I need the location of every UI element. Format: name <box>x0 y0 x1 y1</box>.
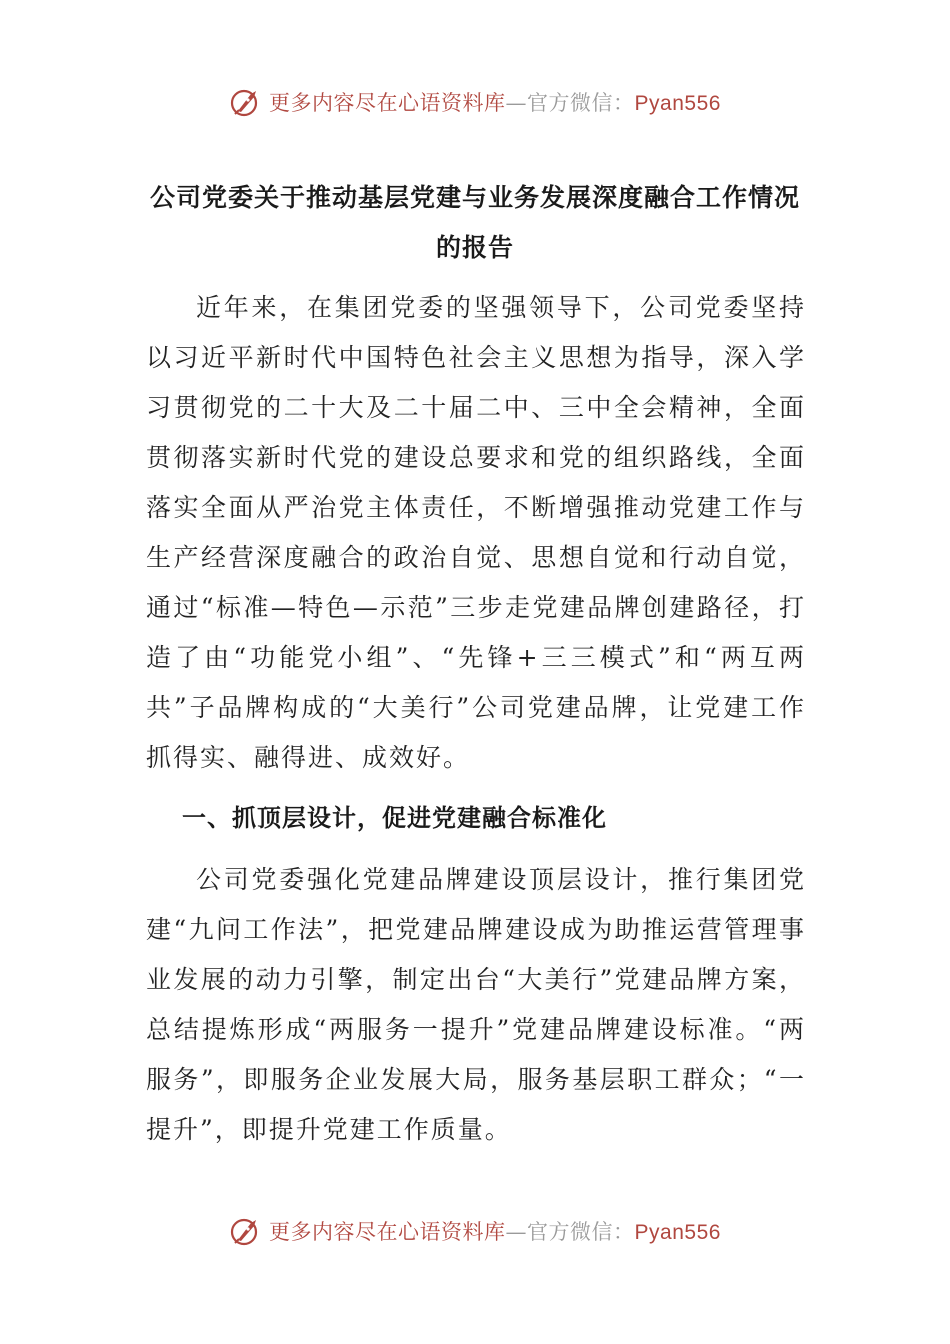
watermark-wechat-id: Pyan556 <box>634 1221 721 1244</box>
watermark-text <box>269 87 721 117</box>
pen-nib-icon <box>229 85 263 119</box>
watermark-wechat-id: Pyan556 <box>634 92 721 115</box>
watermark-official-label: 官方微信： <box>527 91 635 115</box>
watermark-brand: 更多内容尽在心语资料库 <box>269 1220 506 1244</box>
pen-nib-icon <box>229 1214 263 1248</box>
watermark-banner-top <box>0 80 950 124</box>
watermark-separator: — <box>505 1220 528 1244</box>
document-title-line2: 的报告 <box>435 233 514 262</box>
watermark-banner-bottom <box>0 1209 950 1253</box>
intro-paragraph: 近年来，在集团党委的坚强领导下，公司党委坚持以习近平新时代中国特色社会主义思想为指导，深入学习贯彻党的二十大及二十届二中、三中全会精神，全面贯彻落实新时代党的建设总要求和党的组织路线，全面落实全面从严治党主体责任，不断增强推动党建工作与生产经营深度融合的政治自觉、思想自觉和行动自觉，通过“标准—特色—示范”三步走党建品牌创建路径，打造了由“功能党小组”、“先锋+三三模式”和“两互两共”子品牌构成的“大美行”公司党建品牌，让党建工作抓得实、融得进、成效好。 <box>146 293 806 772</box>
watermark-text <box>269 1216 721 1246</box>
watermark-official-label: 官方微信： <box>527 1220 635 1244</box>
section1-heading: 一、抓顶层设计，促进党建融合标准化 <box>182 804 607 832</box>
section1-paragraph: 公司党委强化党建品牌建设顶层设计，推行集团党建“九问工作法”，把党建品牌建设成为助推运营管理事业发展的动力引擎，制定出台“大美行”党建品牌方案，总结提炼形成“两服务一提升”党建品牌建设标准。“两服务”，即服务企业发展大局，服务基层职工群众；“一提升”，即提升党建工作质量。 <box>146 865 806 1144</box>
watermark-brand: 更多内容尽在心语资料库 <box>269 91 506 115</box>
watermark-separator: — <box>505 91 528 115</box>
document-title-line1: 公司党委关于推动基层党建与业务发展深度融合工作情况 <box>149 183 800 212</box>
